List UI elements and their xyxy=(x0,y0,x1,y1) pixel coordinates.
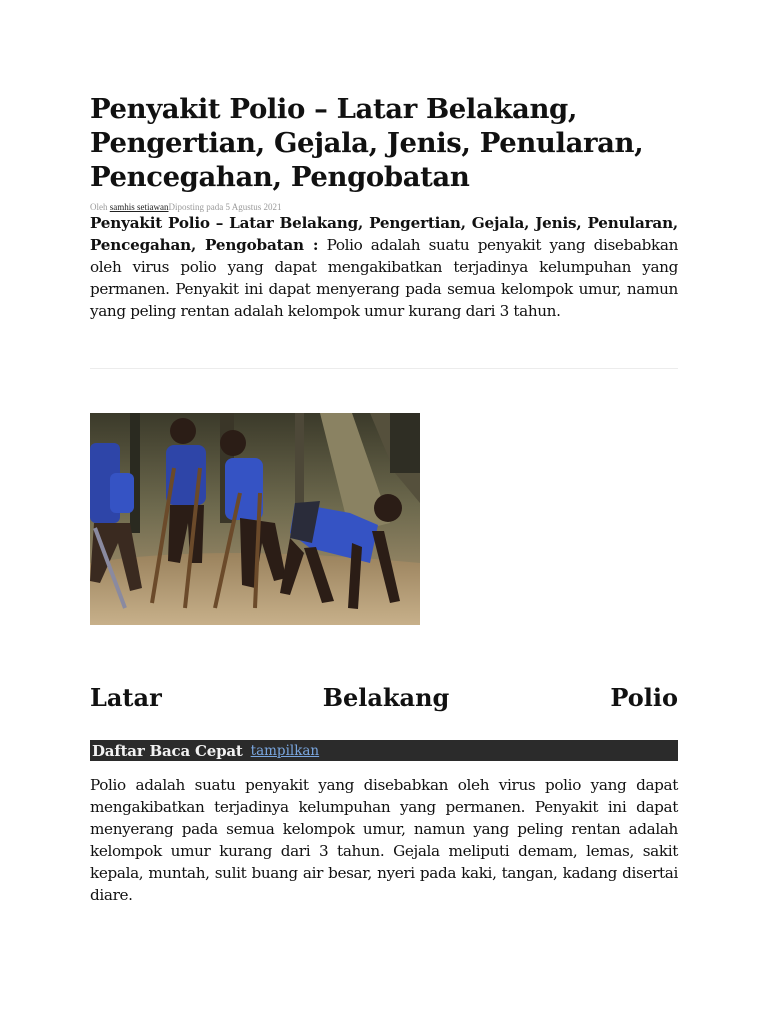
section-heading-word-3: Polio xyxy=(610,683,678,712)
toc-title: Daftar Baca Cepat xyxy=(92,741,243,760)
intro-paragraph xyxy=(90,212,678,322)
intro-lead: Penyakit Polio – Latar Belakang, Pengertian, Gejala, Jenis, Penularan, Pencegahan, Pengobatan : xyxy=(90,214,678,254)
article-photo xyxy=(90,413,420,625)
section-heading-word-2: Belakang xyxy=(322,683,450,712)
divider xyxy=(90,368,678,369)
section-heading xyxy=(90,681,678,715)
article-title: Penyakit Polio – Latar Belakang, Pengertian, Gejala, Jenis, Penularan, Pencegahan, Pengobatan xyxy=(90,93,644,193)
meta-by-prefix: Oleh xyxy=(90,202,108,212)
table-of-contents xyxy=(90,740,678,761)
intro-text: Polio adalah suatu penyakit yang disebabkan oleh virus polio yang dapat mengakibatkan terjadinya kelumpuhan yang permanen. Penyakit ini dapat menyerang pada semua kelompok umur, namun yang peling rentan adalah kelompok umur kurang dari 3 tahun. xyxy=(90,236,679,320)
meta-posted-date: Diposting pada 5 Agustus 2021 xyxy=(168,202,282,212)
section-heading-word-1: Latar xyxy=(90,683,162,712)
toc-toggle-link[interactable]: tampilkan xyxy=(250,742,320,759)
author-link[interactable]: samhis setiawan xyxy=(109,202,169,212)
body-paragraph: Polio adalah suatu penyakit yang disebabkan oleh virus polio yang dapat mengakibatkan terjadinya kelumpuhan yang permanen. Penyakit ini dapat menyerang pada semua kelompok umur, namun yang peling rentan adalah kelompok umur kurang dari 3 tahun. Gejala meliputi demam, lemas, sakit kepala, muntah, sulit buang air besar, nyeri pada kaki, tangan, kadang disertai diare. xyxy=(90,776,678,904)
